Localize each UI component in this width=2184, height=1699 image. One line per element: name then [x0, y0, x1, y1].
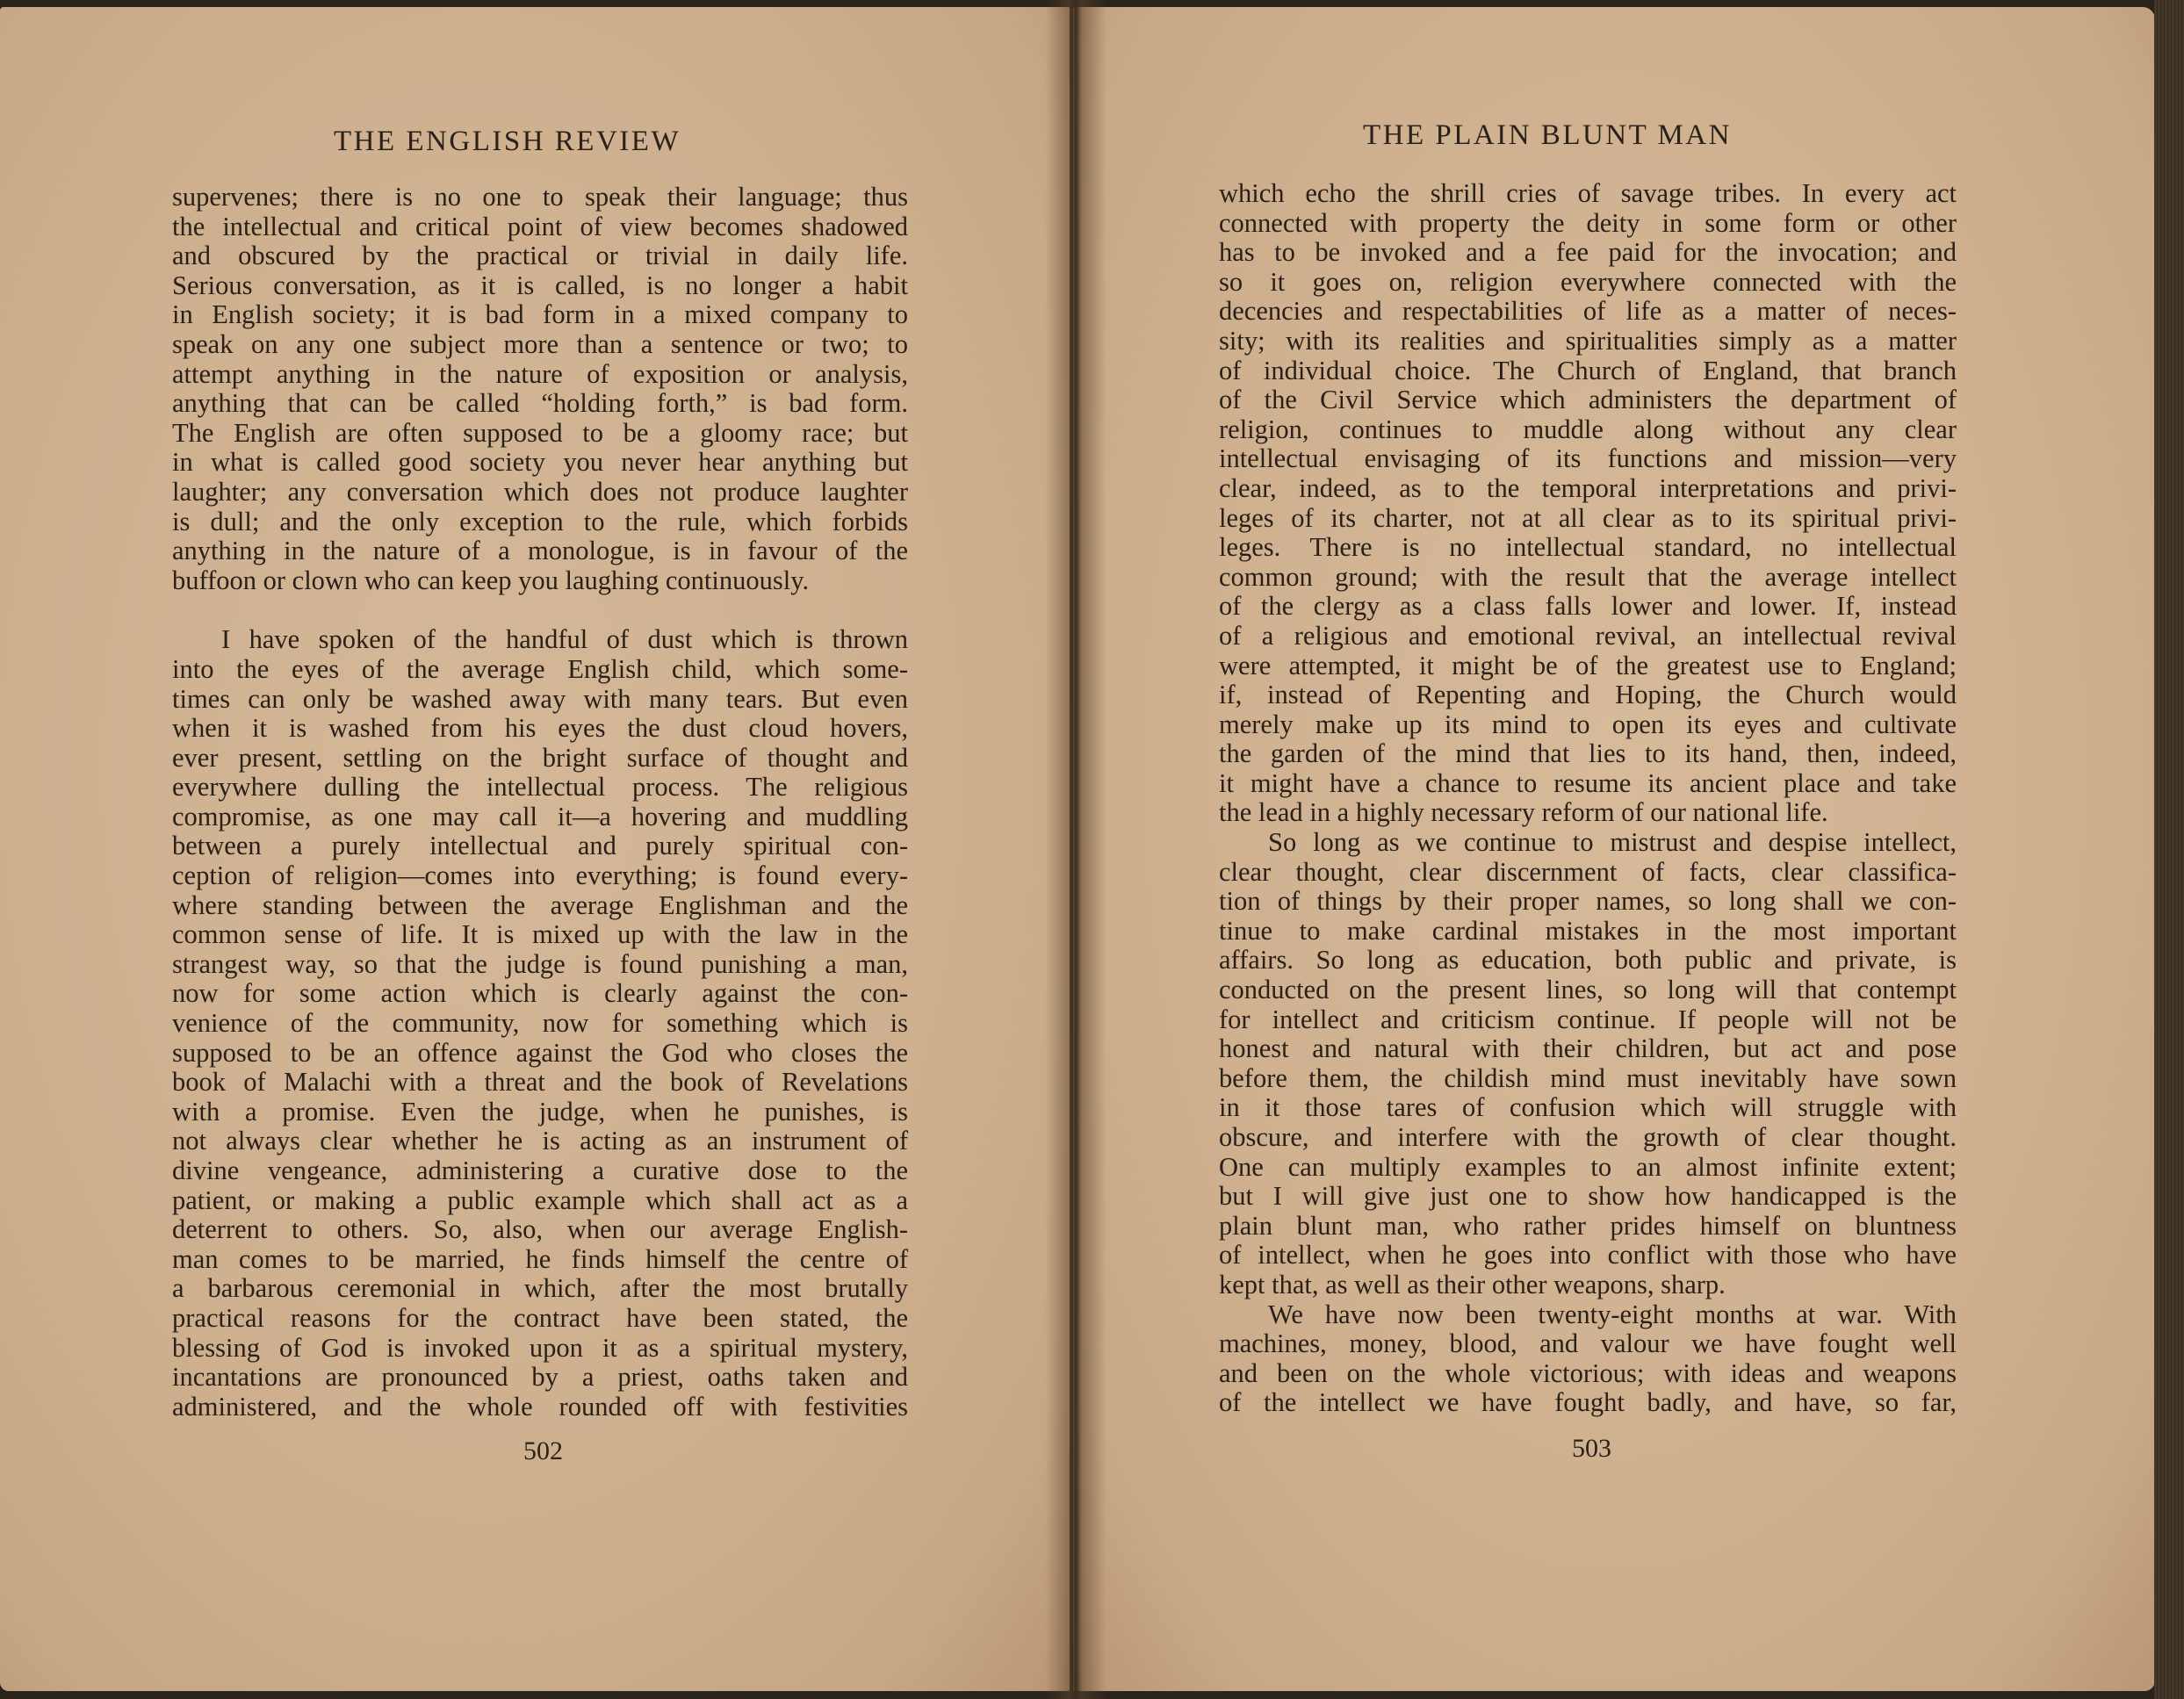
text-line: anything that can be called “holding forth,” is bad form. — [172, 388, 908, 419]
text-line: administered, and the whole rounded off with festivities — [172, 1391, 908, 1422]
text-line: blessing of God is invoked upon it as a spiritual mystery, — [172, 1332, 908, 1363]
left-page-number: 502 — [523, 1436, 563, 1465]
text-line: is dull; and the only exception to the rule, which forbids — [172, 506, 908, 536]
text-line: decencies and respectabilities of life as a matter of neces- — [1219, 296, 1957, 327]
text-line: speak on any one subject more than a sentence or two; to — [172, 328, 908, 359]
text-line: compromise, as one may call it—a hovering and muddling — [172, 801, 908, 832]
text-line: venience of the community, now for something which is — [172, 1008, 908, 1039]
text-line: a barbarous ceremonial in which, after the most brutally — [172, 1273, 908, 1304]
text-line: of the Civil Service which administers the department of — [1219, 385, 1957, 415]
text-line: supervenes; there is no one to speak their language; thus — [172, 182, 908, 212]
text-line: ever present, settling on the bright surface of thought and — [172, 742, 908, 773]
text-line: buffoon or clown who can keep you laughing continuously. — [172, 565, 810, 595]
text-line: intellectual envisaging of its functions and mission—very — [1219, 443, 1957, 474]
text-line: sity; with its realities and spiritualities simply as a matter — [1219, 325, 1957, 356]
text-line: into the eyes of the average English child, which some- — [172, 653, 908, 684]
text-line: patient, or making a public example which shall act as a — [172, 1184, 908, 1215]
page-edges — [2154, 0, 2184, 1699]
text-line: leges. There is no intellectual standard, no intellectual — [1219, 532, 1957, 563]
text-line: everywhere dulling the intellectual process. The religious — [172, 772, 908, 803]
text-line: in it those tares of confusion which will struggle with — [1219, 1092, 1957, 1123]
right-page — [1073, 7, 2155, 1691]
text-line: of individual choice. The Church of England, that branch — [1219, 355, 1957, 385]
text-line: divine vengeance, administering a curative dose to the — [172, 1155, 908, 1185]
text-line: leges of its charter, not at all clear as to its spiritual privi- — [1219, 502, 1957, 533]
text-line: laughter; any conversation which does not produce laughter — [172, 476, 908, 507]
text-line: it might have a chance to resume its ancient place and take — [1219, 767, 1957, 798]
text-line: times can only be washed away with many tears. But even — [172, 683, 908, 714]
text-line: tinue to make cardinal mistakes in the most important — [1219, 915, 1957, 946]
text-line: where standing between the average Englishman and the — [172, 889, 908, 920]
text-line: not always clear whether he is acting as an instrument of — [172, 1126, 908, 1156]
paragraph-gap — [172, 595, 908, 625]
text-line: and obscured by the practical or trivial in daily life. — [172, 241, 908, 271]
text-line: between a purely intellectual and purely spiritual con- — [172, 831, 908, 861]
text-line: of the clergy as a class falls lower and lower. If, instead — [1219, 591, 1957, 622]
text-line: man comes to be married, he finds himself the centre of — [172, 1243, 908, 1274]
text-line: were attempted, it might be of the greatest use to England; — [1219, 650, 1957, 680]
left-text-block — [172, 183, 908, 1422]
text-line: The English are often supposed to be a gloomy race; but — [172, 417, 908, 448]
text-line: Serious conversation, as it is called, is no longer a habit — [172, 270, 908, 300]
text-line: clear, indeed, as to the temporal interpretations and privi- — [1219, 472, 1957, 503]
text-line: which echo the shrill cries of savage tribes. In every act — [1219, 178, 1957, 208]
text-line: affairs. So long as education, both public and private, is — [1219, 945, 1957, 975]
text-line: plain blunt man, who rather prides himself on bluntness — [1219, 1210, 1957, 1241]
text-line: conducted on the present lines, so long will that contempt — [1219, 975, 1957, 1005]
text-line: So long as we continue to mistrust and despise intellect, — [1268, 827, 1957, 858]
text-line: with a promise. Even the judge, when he punishes, is — [172, 1096, 908, 1127]
text-line: when it is washed from his eyes the dust cloud hovers, — [172, 713, 908, 744]
text-line: but I will give just one to show how handicapped is the — [1219, 1181, 1957, 1212]
text-line: obscure, and interfere with the growth of clear thought. — [1219, 1122, 1957, 1152]
left-page — [0, 7, 1070, 1691]
text-line: of a religious and emotional revival, an intellectual revival — [1219, 620, 1957, 651]
text-line: deterrent to others. So, also, when our average English- — [172, 1214, 908, 1245]
text-line: of the intellect we have fought badly, and have, so far, — [1219, 1387, 1957, 1418]
text-line: practical reasons for the contract have been stated, the — [172, 1302, 908, 1333]
text-line: One can multiply examples to an almost infinite extent; — [1219, 1151, 1957, 1182]
text-line: book of Malachi with a threat and the book of Revelations — [172, 1067, 908, 1098]
text-line: before them, the childish mind must inevitably have sown — [1219, 1062, 1957, 1093]
text-line: kept that, as well as their other weapons, sharp. — [1219, 1269, 1726, 1299]
text-line: so it goes on, religion everywhere connected with the — [1219, 266, 1957, 297]
right-running-head: THE PLAIN BLUNT MAN — [1363, 119, 1732, 151]
right-text-block — [1219, 179, 1957, 1418]
text-line: and been on the whole victorious; with ideas and weapons — [1219, 1357, 1957, 1388]
text-line: attempt anything in the nature of exposition or analysis, — [172, 358, 908, 389]
text-line: strangest way, so that the judge is found punishing a man, — [172, 948, 908, 979]
text-line: clear thought, clear discernment of facts, clear classifica- — [1219, 856, 1957, 887]
text-line: if, instead of Repenting and Hoping, the Church would — [1219, 680, 1957, 710]
text-line: machines, money, blood, and valour we have fought well — [1219, 1328, 1957, 1359]
text-line: I have spoken of the handful of dust which is thrown — [221, 624, 908, 655]
text-line: common sense of life. It is mixed up with the law in the — [172, 919, 908, 950]
text-line: in English society; it is bad form in a mixed company to — [172, 299, 908, 330]
text-line: religion, continues to muddle along without any clear — [1219, 414, 1957, 444]
text-line: now for some action which is clearly against the con- — [172, 978, 908, 1009]
text-line: incantations are pronounced by a priest, oaths taken and — [172, 1362, 908, 1393]
text-line: ception of religion—comes into everything; is found every- — [172, 860, 908, 891]
text-line: supposed to be an offence against the God who closes the — [172, 1037, 908, 1068]
text-line: merely make up its mind to open its eyes and cultivate — [1219, 709, 1957, 739]
book-gutter — [1045, 0, 1106, 1699]
text-line: for intellect and criticism continue. If people will not be — [1219, 1004, 1957, 1034]
text-line: the lead in a highly necessary reform of our national life. — [1219, 797, 1828, 828]
text-line: honest and natural with their children, but act and pose — [1219, 1033, 1957, 1064]
text-line: anything in the nature of a monologue, is in favour of the — [172, 536, 908, 566]
text-line: of intellect, when he goes into conflict with those who have — [1219, 1240, 1957, 1271]
right-page-number: 503 — [1572, 1434, 1611, 1463]
text-line: the intellectual and critical point of view becomes shadowed — [172, 211, 908, 241]
text-line: in what is called good society you never hear anything but — [172, 447, 908, 478]
left-running-head: THE ENGLISH REVIEW — [334, 126, 681, 157]
text-line: tion of things by their proper names, so long shall we con- — [1219, 886, 1957, 917]
text-line: We have now been twenty-eight months at war. With — [1268, 1299, 1957, 1329]
text-line: has to be invoked and a fee paid for the invocation; and — [1219, 237, 1957, 268]
text-line: the garden of the mind that lies to its hand, then, indeed, — [1219, 738, 1957, 769]
text-line: common ground; with the result that the average intellect — [1219, 561, 1957, 592]
text-line: connected with property the deity in some form or other — [1219, 207, 1957, 238]
